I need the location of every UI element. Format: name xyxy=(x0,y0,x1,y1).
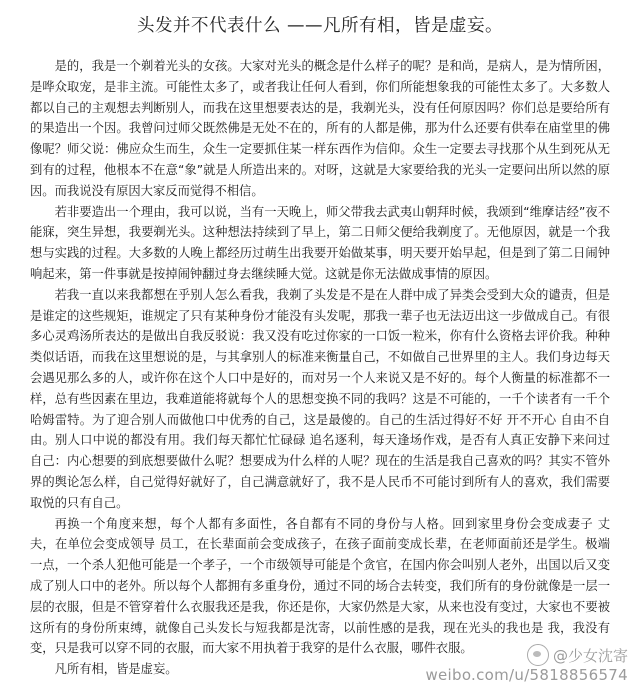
article-title: 头发并不代表什么 ——凡所有相，皆是虚妄。 xyxy=(136,16,504,36)
paragraph: 若非要造出一个理由，我可以说，当有一天晚上，师父带我去武夷山朝拜时候，我颂到“维摩诘经”夜不能寐，突生异想，我要剃光头。这种想法持续到了早上，第二日师父便给我剃度了。无他原因，就是一个我想与实践的过程。大多数的人晚上都经历过萌生出我要开始做某事，明天要开始早起，但是到了第二日闹钟响起来，第一件事就是按掉闹钟翻过身去继续睡大觉。这就是你无法做成事情的原因。 xyxy=(30,204,610,281)
paragraph: 凡所有相，皆是虚妄。 xyxy=(54,662,178,677)
paragraph: 是的，我是一个剃着光头的女孩。大家对光头的概念是什么样子的呢？是和尚，是病人，是为情所困，是哗众取宠，是非主流。可能性太多了，或者我让任何人看到，你们所能想象我的可能性太多了。大多数人都以自己的主观想去判断别人，而我在这里想要表达的是，我剃光头，没有任何原因吗？你们总是要给所有的果造出一个因。我曾问过师父既然佛是无处不在的，所有的人都是佛，那为什么还要有供奉在庙堂里的佛像呢？师父说：佛应众生而生，众生一定要抓住某一样东西作为信仰。众生一定要去寻找那个从生到死从无到有的过程，他根本不在意“象”就是人所造出来的。对呀，这就是大家要给我的光头一定要问出所以然的原因。而我说没有原因大家反而觉得不相信。 xyxy=(30,59,610,198)
watermark-handle: @少女沈寄 xyxy=(552,646,628,665)
weibo-watermark xyxy=(425,644,628,684)
paragraph: 若我一直以来我都想在乎别人怎么看我，我剃了头发是不是在人群中成了异类会受到大众的谴责，但是是谁定的这些规矩，谁规定了只有某种身份才能没有头发呢，那我一辈子也无法迈出这一步做成自己。有很多心灵鸡汤所表达的是做出自我反驳说：我又没有吃过你家的一口饭一粒米，你有什么资格去评价我。种种类似话语，而我在这里想说的是，与其拿别人的标准来衡量自己，不如做自己世界里的主人。我们身边每天会遇见那么多的人，或许你在这个人口中是好的，而对另一个人来说又是不好的。每个人衡量的标准都不一样，总有些因素在里边，我难道能将就每个人的思想变换不同的我吗？这是不可能的，一千个读者有一千个哈姆雷特。为了迎合别人而做他口中优秀的自己，这是最傻的。自己的生活过得好不好 开不开心 自由不自由。别人口中说的都没有用。我们每天都忙忙碌碌 追名逐利，每天逢场作戏，是否有人真正安静下来问过自己：内心想要的到底想要做什么呢？想要成为什么样的人呢？现在的生活是我自己喜欢的吗？其实不管外界的舆论怎么样，自己觉得好就好了，自己满意就好了，我不是人民币不可能讨到所有人的喜欢，我们需要取悦的只有自己。 xyxy=(30,287,610,510)
article-body xyxy=(30,56,610,680)
weibo-logo-icon xyxy=(527,644,549,666)
paragraph: 再换一个角度来想，每个人都有多面性，各自都有不同的身份与人格。回到家里身份会变成妻子 丈夫，在单位会变成领导 员工，在长辈面前会变成孩子，在孩子面前变成长辈，在老师面前还是学生。极端一点，一个杀人犯他可能是一个孝子，一个市级领导可能是个贪官，在国内你会叫别人老外，出国以后又变成了别人口中的老外。所以每个人都拥有多重身份，通过不同的场合去转变，我们所有的身份就像是一层一层的衣服，但是不管穿着什么衣服我还是我，你还是你，大家仍然是大家，从来也没有变过，大家也不要被这所有的身份所束缚，就像自己头发长与短我都是沈寄，以前性感的是我，现在光头的我也是 我，我没有变，只是我可以穿不同的衣服，而大家不用执着于我穿的是什么衣服，哪件衣服。 xyxy=(30,516,610,656)
watermark-url: weibo.com/u/5818856574 xyxy=(425,666,628,684)
